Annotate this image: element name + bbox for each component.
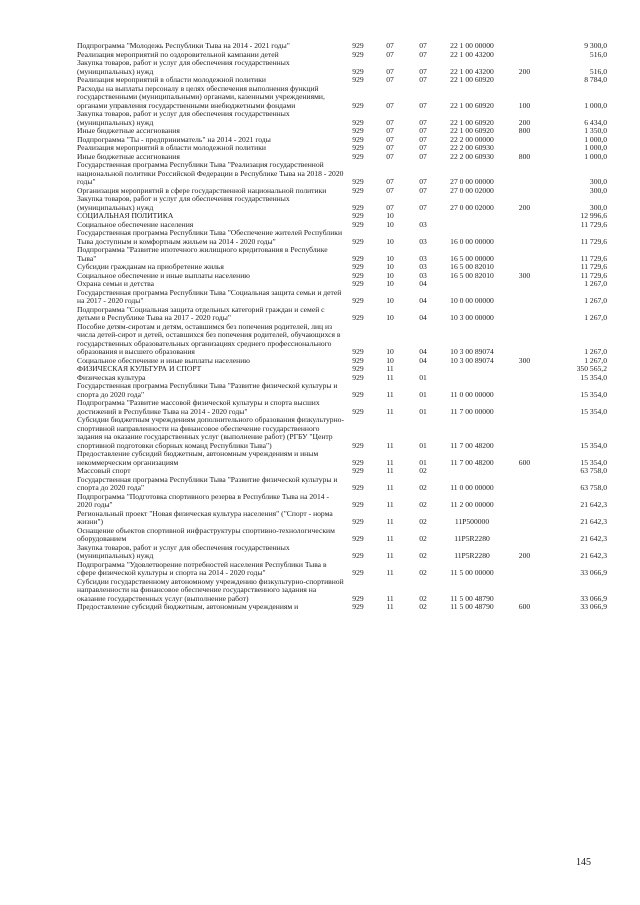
item-name: Подпрограмма "Развитие массовой физической культуры и спорта высших достижений в Республике Тыва на 2014 - 2020 годы": [77, 398, 320, 416]
target-article-code: 22 2 00 60930: [450, 151, 494, 161]
subsection-code: 01: [419, 389, 427, 399]
section-code: 11: [386, 500, 394, 509]
target-article-code: [437, 221, 507, 230]
amount: 516,0: [589, 49, 607, 59]
table-row: [77, 289, 607, 306]
target-article-code: 11 0 00 00000: [450, 389, 494, 399]
item-name: Реализация мероприятий по оздоровительной кампании детей: [77, 49, 279, 59]
target-article-code: 27 0 00 02000: [450, 202, 494, 212]
item-name: Иные бюджетные ассигнования: [77, 126, 180, 135]
target-article-code: 22 1 00 43200: [450, 49, 494, 59]
amount: 350 565,2: [576, 364, 607, 373]
department-code: 929: [352, 100, 364, 110]
section-code: 10: [386, 313, 394, 322]
section-code: 07: [386, 117, 394, 127]
section-code: 11: [386, 483, 394, 492]
department-code: 929: [352, 440, 364, 450]
amount: 15 354,0: [580, 406, 607, 416]
section-code: 11: [386, 466, 394, 475]
section-code: 07: [386, 134, 394, 144]
expense-type-code: [507, 51, 542, 60]
subsection-code: 04: [419, 355, 427, 365]
item-name: Субсидии государственному автономному учреждению физкультурно-спортивной направленности на финансовое обеспечение государственного задания на оказание государственных услуг (выполнение работ): [77, 576, 344, 603]
item-name: Социальное обеспечение и иные выплаты населению: [77, 355, 250, 365]
expense-type-code: [507, 467, 542, 476]
item-name: Предоставление субсидий бюджетным, автономным учреждениям и: [77, 602, 299, 611]
target-article-code: 11Р5R2280: [454, 551, 490, 560]
subsection-code: 02: [419, 568, 427, 577]
subsection-code: 02: [419, 517, 427, 526]
target-article-code: 11 5 00 48790: [450, 593, 494, 603]
item-name: Подпрограмма "Ты - предприниматель" на 2014 - 2021 годы: [77, 134, 271, 144]
expense-type-code: [507, 289, 542, 306]
section-code: 10: [386, 279, 394, 288]
target-article-code: 22 1 00 00000: [450, 41, 494, 50]
department-code: 929: [352, 483, 364, 492]
item-name: Закупка товаров, работ и услуг для обеспечения государственных (муниципальных) нужд: [77, 542, 290, 560]
item-name: Охрана семьи и детства: [77, 279, 154, 288]
target-article-code: 16 0 00 00000: [450, 236, 494, 246]
expense-type-code: 200: [518, 66, 531, 76]
amount: 12 996,6: [580, 211, 607, 220]
section-code: 07: [386, 143, 394, 152]
amount: 63 758,0: [580, 466, 607, 475]
table-row: [77, 382, 607, 399]
amount: 21 642,3: [580, 551, 607, 560]
expense-type-code: 600: [518, 457, 531, 467]
subsection-code: 07: [419, 41, 427, 50]
table-row: [77, 306, 607, 323]
subsection-code: 03: [419, 219, 427, 229]
expense-type-code: [507, 399, 542, 416]
amount: 1 350,0: [584, 126, 607, 135]
department-code: 929: [352, 262, 364, 271]
amount: 33 066,9: [580, 568, 607, 577]
amount: 15 354,0: [580, 372, 607, 382]
subsection-code: 04: [419, 347, 427, 356]
amount: 300,0: [589, 185, 607, 195]
amount: 15 354,0: [580, 440, 607, 450]
section-code: 07: [386, 66, 394, 76]
expense-type-code: [507, 323, 542, 357]
item-name: Подпрограмма "Социальная защита отдельных категорий граждан и семей с детьми в Республике Тыва на 2017 - 2020 годы": [77, 304, 325, 322]
subsection-code: 01: [419, 372, 427, 382]
target-article-code: [437, 212, 507, 221]
table-row: [77, 416, 607, 450]
section-code: 07: [386, 49, 394, 59]
expense-type-code: 800: [518, 126, 531, 135]
subsection-code: 07: [419, 75, 427, 84]
subsection-code: 04: [419, 279, 427, 288]
section-code: 10: [386, 219, 394, 229]
amount: 15 354,0: [580, 457, 607, 467]
item-name: Предоставление субсидий бюджетным, автономным учреждениям и иным некоммерческим организациям: [77, 449, 319, 467]
department-code: 929: [352, 568, 364, 577]
table-row: [77, 229, 607, 246]
amount: 8 784,0: [584, 75, 607, 84]
item-name: Государственная программа Республики Тыва "Развитие физической культуры и спорта до 2020 года": [77, 474, 338, 492]
target-article-code: 10 0 00 00000: [450, 296, 494, 305]
item-name: Субсидии бюджетным учреждениям дополнительного образования физкультурно-спортивной направленности на финансовое обеспечение государственного задания на оказание государственных услуг (выполнение работ) (РГБУ "Центр спортивной подготовки сборных команд Республики Тыва"): [77, 415, 344, 450]
expense-type-code: [507, 76, 542, 85]
section-code: 11: [386, 602, 394, 611]
department-code: 929: [352, 551, 364, 560]
amount: 11 729,6: [580, 262, 607, 271]
item-name: Государственная программа Республики Тыва "Реализация государственной национальной политики Российской Федерации в Республике Тыва на 2018 - 2020 годы": [77, 160, 344, 186]
department-code: 929: [352, 270, 364, 280]
expense-type-code: [507, 280, 542, 289]
department-code: 929: [352, 355, 364, 365]
amount: 1 000,0: [584, 143, 607, 152]
item-name: ФИЗИЧЕСКАЯ КУЛЬТУРА И СПОРТ: [77, 364, 202, 373]
department-code: 929: [352, 517, 364, 526]
department-code: 929: [352, 372, 364, 382]
target-article-code: 22 1 00 60920: [450, 100, 494, 110]
department-code: 929: [352, 313, 364, 322]
subsection-code: 02: [419, 483, 427, 492]
department-code: 929: [352, 253, 364, 263]
subsection-code: 02: [419, 534, 427, 543]
expense-type-code: [507, 221, 542, 230]
item-name: Иные бюджетные ассигнования: [77, 151, 180, 161]
expense-type-code: [507, 246, 542, 263]
item-name: Государственная программа Республики Тыва "Обеспечение жителей Республики Тыва доступным и комфортным жильем на 2014 - 2020 годы": [77, 228, 343, 246]
target-article-code: 16 5 00 00000: [450, 253, 494, 263]
item-name: Закупка товаров, работ и услуг для обеспечения государственных (муниципальных) нужд: [77, 194, 290, 212]
item-name: СОЦИАЛЬНАЯ ПОЛИТИКА: [77, 211, 174, 220]
item-name: Закупка товаров, работ и услуг для обеспечения государственных (муниципальных) нужд: [77, 109, 290, 127]
department-code: 929: [352, 534, 364, 543]
department-code: 929: [352, 49, 364, 59]
amount: 6 434,0: [584, 117, 607, 127]
target-article-code: 16 5 00 82010: [450, 262, 494, 271]
target-article-code: 22 2 00 00000: [450, 134, 494, 144]
subsection-code: 03: [419, 262, 427, 271]
item-name: Субсидии гражданам на приобретение жилья: [77, 262, 224, 271]
section-code: 11: [386, 534, 394, 543]
table-row: [77, 161, 607, 187]
subsection-code: 03: [419, 270, 427, 280]
table-row: [77, 323, 607, 357]
section-code: 11: [386, 551, 394, 560]
expense-type-code: [507, 561, 542, 578]
subsection-code: 02: [419, 593, 427, 603]
budget-table: [77, 42, 607, 612]
amount: 300,0: [589, 202, 607, 212]
section-code: 07: [386, 177, 394, 186]
target-article-code: [437, 374, 507, 383]
amount: 1 267,0: [584, 313, 607, 322]
table-row: [77, 246, 607, 263]
section-code: 11: [386, 406, 394, 416]
item-name: Социальное обеспечение населения: [77, 219, 194, 229]
department-code: 929: [352, 457, 364, 467]
subsection-code: 02: [419, 466, 427, 475]
target-article-code: [437, 280, 507, 289]
target-article-code: 22 1 00 60920: [450, 126, 494, 135]
item-name: Массовый спорт: [77, 466, 131, 475]
department-code: 929: [352, 126, 364, 135]
amount: 1 000,0: [584, 151, 607, 161]
item-name: Подпрограмма "Удовлетворение потребностей населения Республики Тыва в сфере физической культуры и спорта на 2014 - 2020 годы": [77, 559, 327, 577]
department-code: 929: [352, 279, 364, 288]
amount: 1 267,0: [584, 279, 607, 288]
section-code: 10: [386, 296, 394, 305]
amount: 33 066,9: [580, 602, 607, 611]
expense-type-code: [507, 187, 542, 196]
subsection-code: 07: [419, 185, 427, 195]
section-code: 07: [386, 100, 394, 110]
target-article-code: 11 7 00 48200: [450, 457, 494, 467]
expense-type-code: 100: [518, 100, 531, 110]
amount: 1 267,0: [584, 347, 607, 356]
table-row: [77, 578, 607, 604]
item-name: Подпрограмма "Молодежь Республики Тыва на 2014 - 2021 годы": [77, 41, 290, 50]
expense-type-code: [507, 493, 542, 510]
section-code: 11: [386, 364, 394, 373]
target-article-code: 11 5 00 00000: [450, 568, 494, 577]
section-code: 07: [386, 151, 394, 161]
department-code: 929: [352, 236, 364, 246]
item-name: Реализация мероприятий в области молодежной политики: [77, 143, 266, 152]
expense-type-code: [507, 476, 542, 493]
table-row: [77, 195, 607, 212]
department-code: 929: [352, 117, 364, 127]
department-code: 929: [352, 466, 364, 475]
amount: 21 642,3: [580, 517, 607, 526]
table-row: [77, 527, 607, 544]
target-article-code: 11Р500000: [454, 517, 490, 526]
amount: 21 642,3: [580, 534, 607, 543]
expense-type-code: 300: [518, 355, 531, 365]
section-code: 07: [386, 126, 394, 135]
item-name: Физическая культура: [77, 372, 146, 382]
subsection-code: 07: [419, 143, 427, 152]
target-article-code: 27 0 00 00000: [450, 177, 494, 186]
section-code: 10: [386, 253, 394, 263]
target-article-code: 22 1 00 43200: [450, 66, 494, 76]
department-code: 929: [352, 177, 364, 186]
subsection-code: 07: [419, 202, 427, 212]
amount: 1 267,0: [584, 296, 607, 305]
item-name: Закупка товаров, работ и услуг для обеспечения государственных (муниципальных) нужд: [77, 58, 290, 76]
target-article-code: 11 7 00 48200: [450, 440, 494, 450]
department-code: 929: [352, 211, 364, 220]
subsection-code: 07: [419, 66, 427, 76]
expense-type-code: 200: [518, 202, 531, 212]
expense-type-code: [507, 527, 542, 544]
section-code: 10: [386, 262, 394, 271]
target-article-code: 11 7 00 00000: [450, 406, 494, 416]
table-row: [77, 365, 607, 374]
department-code: 929: [352, 602, 364, 611]
item-name: Оснащение объектов спортивной инфраструктуры спортивно-технологическим оборудованием: [77, 525, 335, 543]
item-name: Подпрограмма "Развитие ипотечного жилищного кредитования в Республике Тыва": [77, 245, 328, 263]
target-article-code: [437, 467, 507, 476]
amount: 300,0: [589, 177, 607, 186]
expense-type-code: [507, 365, 542, 374]
target-article-code: 10 3 00 00000: [450, 313, 494, 322]
department-code: 929: [352, 185, 364, 195]
table-row: [77, 85, 607, 111]
subsection-code: 02: [419, 602, 427, 611]
expense-type-code: [507, 161, 542, 187]
target-article-code: 11 2 00 00000: [450, 500, 494, 509]
subsection-code: 07: [419, 117, 427, 127]
expense-type-code: [507, 212, 542, 221]
subsection-code: 02: [419, 551, 427, 560]
table-row: [77, 272, 607, 281]
target-article-code: 16 5 00 82010: [450, 270, 494, 280]
amount: 1 267,0: [584, 355, 607, 365]
expense-type-code: 200: [518, 551, 531, 560]
table-row: [77, 399, 607, 416]
department-code: 929: [352, 134, 364, 144]
item-name: Подпрограмма "Подготовка спортивного резерва в Республике Тыва на 2014 - 2020 годы": [77, 491, 330, 509]
table-row: [77, 603, 607, 612]
subsection-code: 04: [419, 296, 427, 305]
target-article-code: [437, 365, 507, 374]
section-code: 10: [386, 236, 394, 246]
expense-type-code: 200: [518, 117, 531, 127]
target-article-code: 22 1 00 60920: [450, 117, 494, 127]
expense-type-code: [507, 374, 542, 383]
target-article-code: 11 0 00 00000: [450, 483, 494, 492]
table-row: [77, 476, 607, 493]
target-article-code: 10 3 00 89074: [450, 355, 494, 365]
section-code: 10: [386, 347, 394, 356]
section-code: 11: [386, 593, 394, 603]
amount: 21 642,3: [580, 500, 607, 509]
amount: 11 729,6: [580, 270, 607, 280]
expense-type-code: [507, 136, 542, 145]
item-name: Региональный проект "Новая физическая культура населения" ("Спорт - норма жизни"): [77, 508, 333, 526]
subsection-code: 03: [419, 253, 427, 263]
table-row: [77, 110, 607, 127]
department-code: 929: [352, 75, 364, 84]
expense-type-code: 300: [518, 270, 531, 280]
department-code: 929: [352, 41, 364, 50]
target-article-code: 22 1 00 60920: [450, 75, 494, 84]
department-code: 929: [352, 389, 364, 399]
expense-type-code: [507, 578, 542, 604]
section-code: 10: [386, 270, 394, 280]
amount: 33 066,9: [580, 593, 607, 603]
target-article-code: 11 5 00 48790: [450, 602, 494, 611]
table-row: [77, 450, 607, 467]
expense-type-code: 800: [518, 151, 531, 161]
subsection-code: 07: [419, 126, 427, 135]
expense-type-code: [507, 510, 542, 527]
table-row: [77, 59, 607, 76]
department-code: 929: [352, 500, 364, 509]
expense-type-code: [507, 229, 542, 246]
amount: 11 729,6: [580, 219, 607, 229]
item-name: Пособие детям-сиротам и детям, оставшимся без попечения родителей, лиц из числа детей-сирот и детей, оставшихся без попечения родителей, обучающихся в государственных образовательных организациях среднего профессионального образования и высшего образования: [77, 321, 341, 356]
target-article-code: 10 3 00 89074: [450, 347, 494, 356]
department-code: 929: [352, 296, 364, 305]
subsection-code: 02: [419, 500, 427, 509]
section-code: 10: [386, 355, 394, 365]
item-name: Расходы на выплаты персоналу в целях обеспечения выполнения функций государственными (муниципальными) органами, казенными учреждениями, органами управления государственными внебюджетными фондами: [77, 83, 325, 110]
item-name: Государственная программа Республики Тыва "Социальная защита семьи и детей на 2017 - 2020 годы": [77, 287, 342, 305]
table-row: [77, 510, 607, 527]
section-code: 07: [386, 185, 394, 195]
table-row: [77, 561, 607, 578]
subsection-code: 01: [419, 440, 427, 450]
section-code: 10: [386, 211, 394, 220]
amount: 516,0: [589, 66, 607, 76]
target-article-code: 22 2 00 60930: [450, 143, 494, 152]
department-code: 929: [352, 593, 364, 603]
subsection-code: 01: [419, 457, 427, 467]
item-name: Государственная программа Республики Тыва "Развитие физической культуры и спорта до 2020 года": [77, 381, 338, 399]
section-code: 11: [386, 457, 394, 467]
expense-type-code: [507, 42, 542, 51]
section-code: 11: [386, 389, 394, 399]
item-name: Организация мероприятий в сфере государственной национальной политики: [77, 185, 327, 195]
item-name: Социальное обеспечение и иные выплаты населению: [77, 270, 250, 280]
subsection-code: 07: [419, 49, 427, 59]
subsection-code: 01: [419, 406, 427, 416]
table-row: [77, 544, 607, 561]
section-code: 11: [386, 517, 394, 526]
department-code: 929: [352, 364, 364, 373]
subsection-code: 07: [419, 177, 427, 186]
subsection-code: 07: [419, 151, 427, 161]
item-name: Реализация мероприятий в области молодежной политики: [77, 75, 266, 84]
amount: 1 000,0: [584, 134, 607, 144]
subsection-code: 03: [419, 236, 427, 246]
department-code: 929: [352, 202, 364, 212]
subsection-code: 04: [419, 313, 427, 322]
section-code: 07: [386, 41, 394, 50]
amount: 1 000,0: [584, 100, 607, 110]
amount: 11 729,6: [580, 236, 607, 246]
amount: 11 729,6: [580, 253, 607, 263]
target-article-code: 27 0 00 02000: [450, 185, 494, 195]
expense-type-code: [507, 382, 542, 399]
department-code: 929: [352, 406, 364, 416]
target-article-code: 11Р5R2280: [454, 534, 490, 543]
amount: 9 300,0: [584, 41, 607, 50]
subsection-code: 07: [419, 100, 427, 110]
department-code: 929: [352, 219, 364, 229]
expense-type-code: [507, 306, 542, 323]
amount: 63 758,0: [580, 483, 607, 492]
department-code: 929: [352, 143, 364, 152]
section-code: 11: [386, 440, 394, 450]
expense-type-code: 600: [518, 602, 531, 611]
amount: 15 354,0: [580, 389, 607, 399]
department-code: 929: [352, 151, 364, 161]
department-code: 929: [352, 347, 364, 356]
budget-table-body: [77, 42, 607, 612]
section-code: 11: [386, 568, 394, 577]
section-code: 11: [386, 372, 394, 382]
section-code: 07: [386, 202, 394, 212]
page-number: 145: [576, 857, 591, 868]
expense-type-code: [507, 416, 542, 450]
department-code: 929: [352, 66, 364, 76]
table-row: [77, 493, 607, 510]
section-code: 07: [386, 75, 394, 84]
subsection-code: 07: [419, 134, 427, 144]
